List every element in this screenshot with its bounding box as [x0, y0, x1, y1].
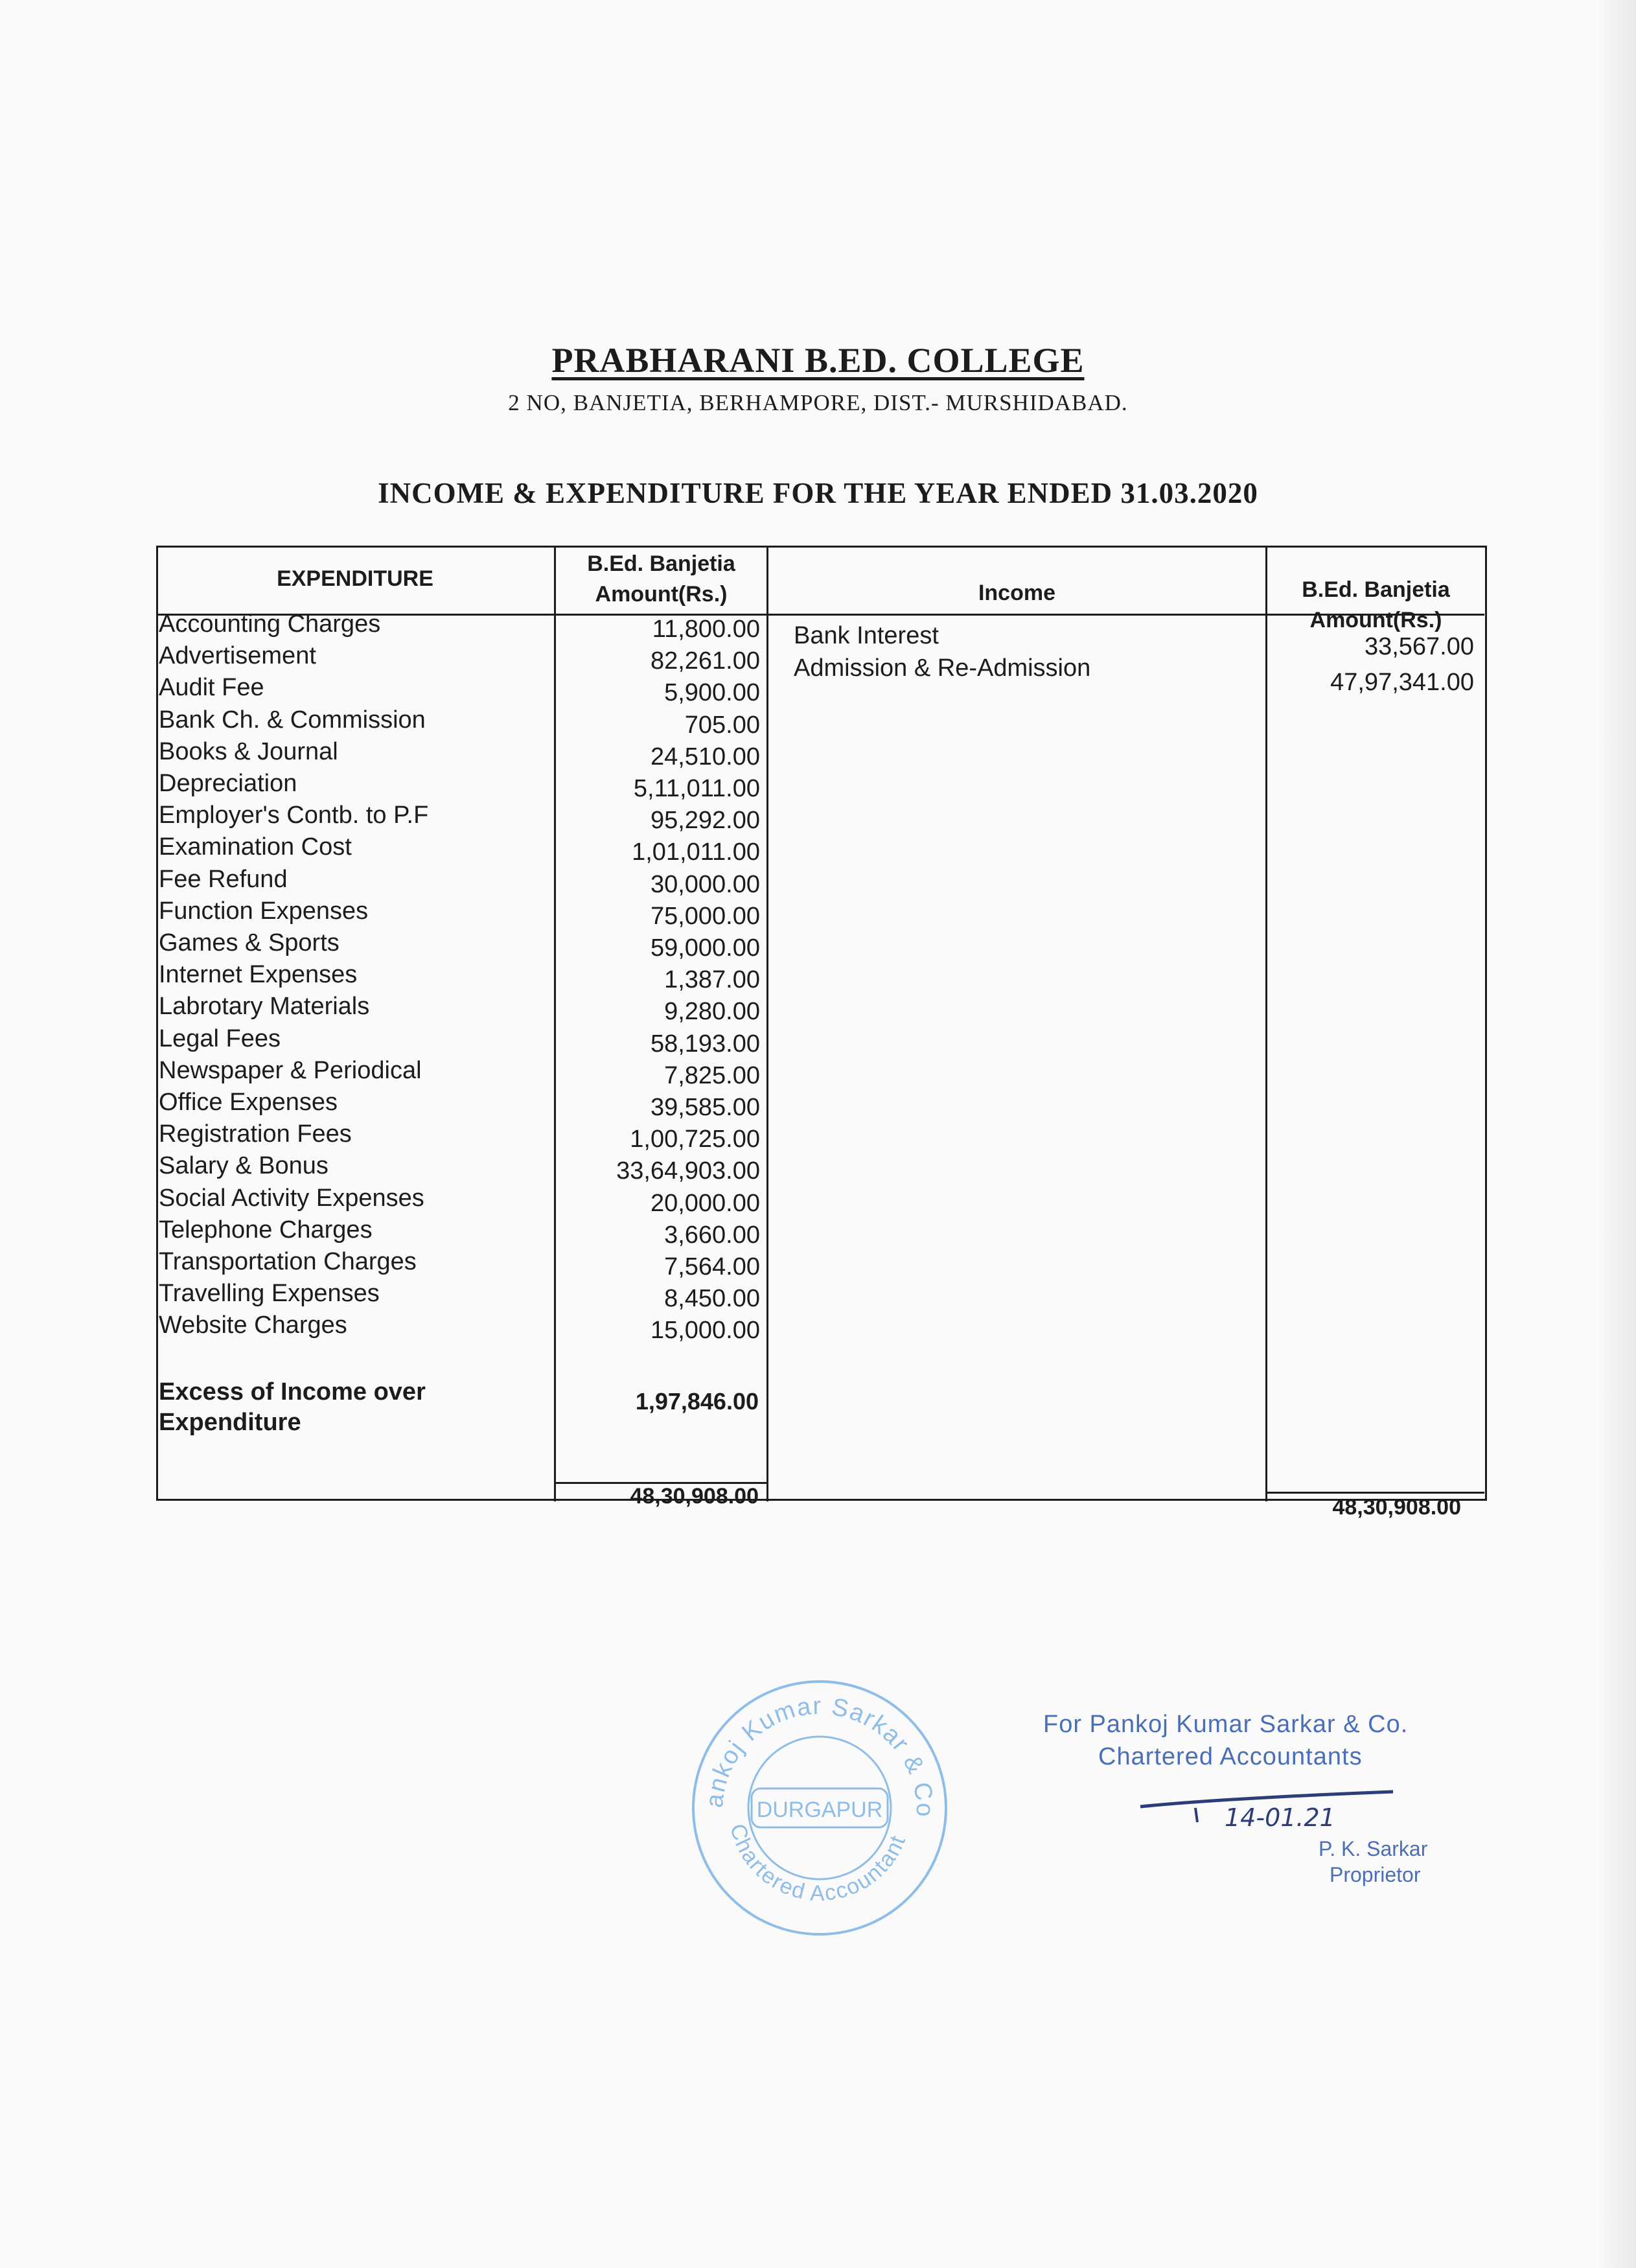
college-name: PRABHARANI B.ED. COLLEGE — [551, 341, 1085, 380]
expenditure-row-label: Employer's Contb. to P.F — [159, 802, 429, 829]
expenditure-row-label: Legal Fees — [159, 1024, 281, 1052]
excess-amount: 1,97,846.00 — [635, 1388, 759, 1415]
table-divider-1 — [554, 546, 556, 1501]
expenditure-row-amount: 95,292.00 — [650, 807, 760, 835]
expenditure-row-amount: 7,564.00 — [664, 1253, 760, 1280]
expenditure-row-amount: 82,261.00 — [650, 647, 760, 675]
expenditure-row-amount: 1,01,011.00 — [632, 839, 760, 866]
expenditure-row-amount: 8,450.00 — [664, 1285, 760, 1313]
signature-designation-line: Chartered Accountants — [1098, 1743, 1363, 1770]
income-row-amount: 33,567.00 — [1364, 633, 1474, 660]
expenditure-row-amount: 20,000.00 — [650, 1189, 760, 1217]
expenditure-row-label: Travelling Expenses — [159, 1280, 380, 1308]
expenditure-row-label: Salary & Bonus — [159, 1152, 328, 1180]
expenditure-row-label: Function Expenses — [159, 897, 369, 925]
expenditure-row-label: Newspaper & Periodical — [159, 1056, 422, 1084]
expenditure-row-amount: 5,11,011.00 — [633, 775, 760, 802]
expenditure-row-label: Fee Refund — [159, 865, 288, 893]
seal-top-text: ankoj Kumar Sarkar & Co — [700, 1692, 939, 1818]
expenditure-row-label: Books & Journal — [159, 737, 338, 765]
income-row-label: Bank Interest — [794, 622, 939, 649]
college-address: 2 NO, BANJETIA, BERHAMPORE, DIST.- MURSHIDABAD. — [508, 390, 1128, 415]
expenditure-row-amount: 39,585.00 — [650, 1094, 760, 1121]
expenditure-row-amount: 75,000.00 — [650, 902, 760, 930]
income-expenditure-table — [133, 546, 1487, 1520]
expenditure-amount-header-2: Amount(Rs.) — [595, 582, 728, 607]
expenditure-row-label: Games & Sports — [159, 929, 340, 956]
expenditure-row-label: Bank Ch. & Commission — [159, 706, 426, 734]
expenditure-row-label: Advertisement — [159, 642, 316, 670]
expenditure-row-label: Accounting Charges — [159, 610, 381, 638]
excess-label-2: Expenditure — [159, 1409, 301, 1436]
expenditure-row-label: Registration Fees — [159, 1120, 352, 1148]
expenditure-row-amount: 705.00 — [684, 711, 760, 739]
signatory-title: Proprietor — [1330, 1863, 1421, 1886]
excess-label-1: Excess of Income over — [159, 1378, 426, 1406]
expenditure-header: EXPENDITURE — [277, 566, 433, 591]
expenditure-row-amount: 11,800.00 — [652, 616, 760, 643]
expenditure-amount-header-1: B.Ed. Banjetia — [587, 551, 735, 576]
expenditure-row-label: Office Expenses — [159, 1089, 338, 1116]
expenditure-row-amount: 58,193.00 — [650, 1030, 760, 1058]
expenditure-row-amount: 1,387.00 — [664, 966, 760, 994]
expenditure-row-label: Depreciation — [159, 770, 297, 797]
signature-firm-line: For Pankoj Kumar Sarkar & Co. — [1043, 1711, 1409, 1738]
income-header: Income — [978, 581, 1056, 605]
expenditure-row-label: Website Charges — [159, 1312, 347, 1339]
income-total: 48,30,908.00 — [1332, 1495, 1461, 1520]
statement-title: INCOME & EXPENDITURE FOR THE YEAR ENDED 31.03.2020 — [378, 477, 1258, 509]
expenditure-row-amount: 5,900.00 — [664, 679, 760, 707]
income-amount-header-2: Amount(Rs.) — [1309, 608, 1442, 632]
seal-bottom-text: Chartered Accountant — [725, 1821, 911, 1906]
expenditure-row-amount: 15,000.00 — [650, 1317, 760, 1345]
expenditure-row-amount: 30,000.00 — [650, 870, 760, 898]
expenditure-row-amount: 24,510.00 — [650, 743, 760, 770]
table-divider-2 — [766, 546, 768, 1501]
expenditure-row-amount: 59,000.00 — [650, 934, 760, 962]
income-amount-header-1: B.Ed. Banjetia — [1302, 577, 1450, 602]
expenditure-total: 48,30,908.00 — [630, 1484, 759, 1509]
income-total-line — [1265, 1492, 1484, 1494]
expenditure-row-amount: 9,280.00 — [664, 998, 760, 1026]
signatory-name: P. K. Sarkar — [1319, 1837, 1428, 1860]
expenditure-row-label: Transportation Charges — [159, 1248, 417, 1275]
firm-seal — [684, 1672, 956, 1944]
expenditure-row-label: Examination Cost — [159, 833, 352, 861]
expenditure-row-amount: 3,660.00 — [664, 1221, 760, 1249]
expenditure-row-label: Social Activity Expenses — [159, 1184, 424, 1212]
income-row-label: Admission & Re-Admission — [794, 654, 1091, 682]
seal-icon — [684, 1672, 956, 1944]
seal-center-text: DURGAPUR — [756, 1798, 883, 1822]
table-divider-3 — [1265, 546, 1267, 1501]
expenditure-row-label: Telephone Charges — [159, 1216, 373, 1244]
expenditure-row-amount: 1,00,725.00 — [630, 1126, 760, 1153]
expenditure-row-label: Audit Fee — [159, 674, 264, 702]
expenditure-row-label: Internet Expenses — [159, 961, 358, 989]
handwritten-signature — [1134, 1782, 1406, 1834]
signature-date: 14-01.21 — [1225, 1803, 1335, 1832]
table-frame — [156, 546, 1487, 1501]
expenditure-row-amount: 7,825.00 — [664, 1061, 760, 1089]
svg-text:Pankoj Kumar Sarkar & Co. — [684, 1672, 938, 1818]
income-row-amount: 47,97,341.00 — [1330, 669, 1474, 696]
expenditure-row-label: Labrotary Materials — [159, 993, 370, 1021]
expenditure-row-amount: 33,64,903.00 — [616, 1157, 760, 1185]
